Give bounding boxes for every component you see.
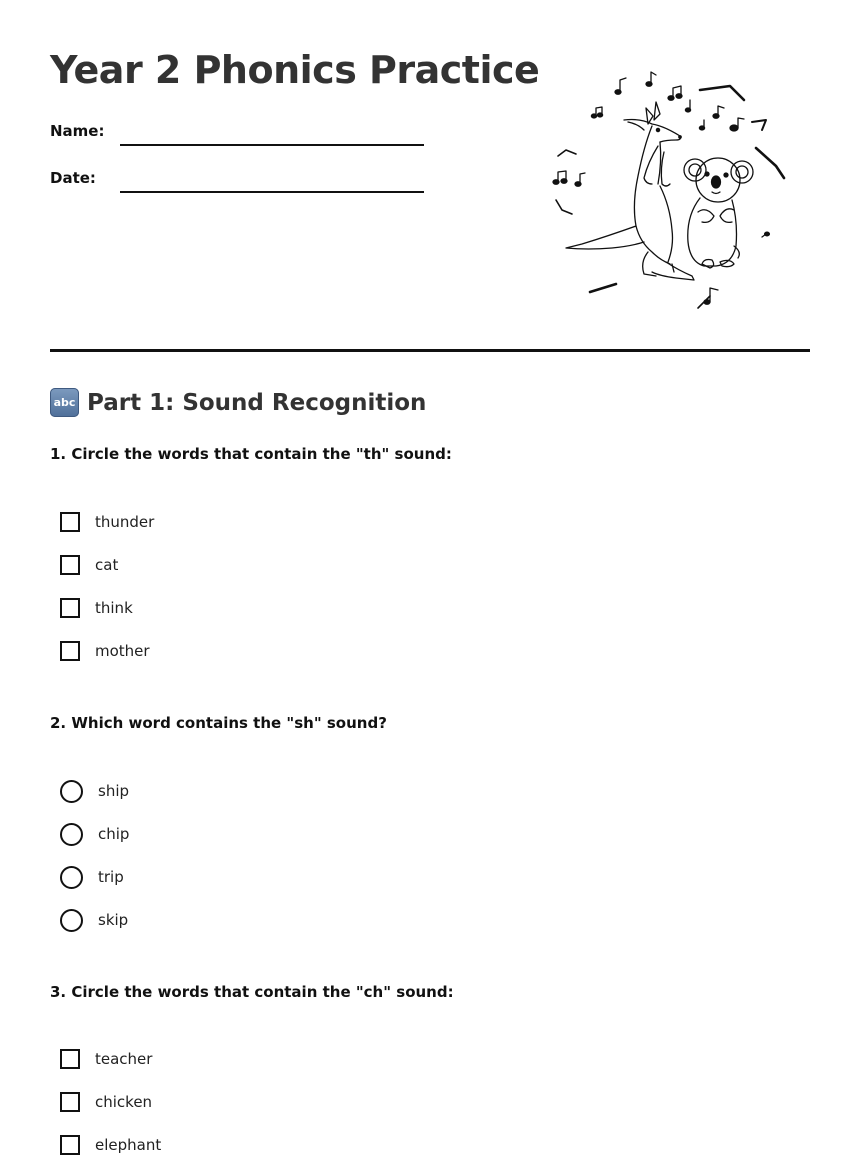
option-label: chicken <box>95 1093 153 1111</box>
kangaroo-koala-illustration <box>548 66 800 314</box>
question-2: 2. Which word contains the "sh" sound? <box>50 714 387 732</box>
date-label: Date: <box>50 169 96 187</box>
kangaroo-icon <box>566 102 694 280</box>
q3-option-elephant[interactable] <box>60 1133 161 1157</box>
radio-button[interactable] <box>60 823 83 846</box>
option-label: skip <box>98 911 129 929</box>
checkbox[interactable] <box>60 1092 80 1112</box>
date-input[interactable] <box>120 163 424 193</box>
radio-button[interactable] <box>60 780 83 803</box>
worksheet-title: Year 2 Phonics Practice <box>50 48 540 92</box>
q2-option-ship[interactable] <box>60 779 129 803</box>
option-label: chip <box>98 825 130 843</box>
option-label: thunder <box>95 513 155 531</box>
checkbox[interactable] <box>60 512 80 532</box>
section-divider <box>50 349 810 352</box>
q1-option-think[interactable] <box>60 596 133 620</box>
checkbox[interactable] <box>60 1049 80 1069</box>
name-input[interactable] <box>120 116 424 146</box>
q2-option-skip[interactable] <box>60 908 128 932</box>
checkbox[interactable] <box>60 1135 80 1155</box>
part1-heading <box>50 388 426 417</box>
option-label: ship <box>98 782 130 800</box>
question-3: 3. Circle the words that contain the "ch" sound: <box>50 983 454 1001</box>
abc-icon: abc <box>50 388 79 417</box>
date-field-row <box>50 163 424 193</box>
option-label: cat <box>95 556 119 574</box>
koala-icon <box>684 158 753 268</box>
name-field-row <box>50 116 424 146</box>
option-label: elephant <box>95 1136 162 1154</box>
name-label: Name: <box>50 122 105 140</box>
checkbox[interactable] <box>60 598 80 618</box>
q2-option-trip[interactable] <box>60 865 124 889</box>
checkbox[interactable] <box>60 641 80 661</box>
option-label: teacher <box>95 1050 153 1068</box>
option-label: think <box>95 599 133 617</box>
checkbox[interactable] <box>60 555 80 575</box>
part1-title: Part 1: Sound Recognition <box>87 389 427 416</box>
option-label: mother <box>95 642 150 660</box>
q1-option-cat[interactable] <box>60 553 118 577</box>
q2-option-chip[interactable] <box>60 822 129 846</box>
q1-option-mother[interactable] <box>60 639 150 663</box>
option-label: trip <box>98 868 124 886</box>
q1-option-thunder[interactable] <box>60 510 154 534</box>
radio-button[interactable] <box>60 909 83 932</box>
q3-option-chicken[interactable] <box>60 1090 152 1114</box>
music-notes-icon <box>553 72 784 308</box>
q3-option-teacher[interactable] <box>60 1047 152 1071</box>
question-1: 1. Circle the words that contain the "th" sound: <box>50 445 452 463</box>
radio-button[interactable] <box>60 866 83 889</box>
